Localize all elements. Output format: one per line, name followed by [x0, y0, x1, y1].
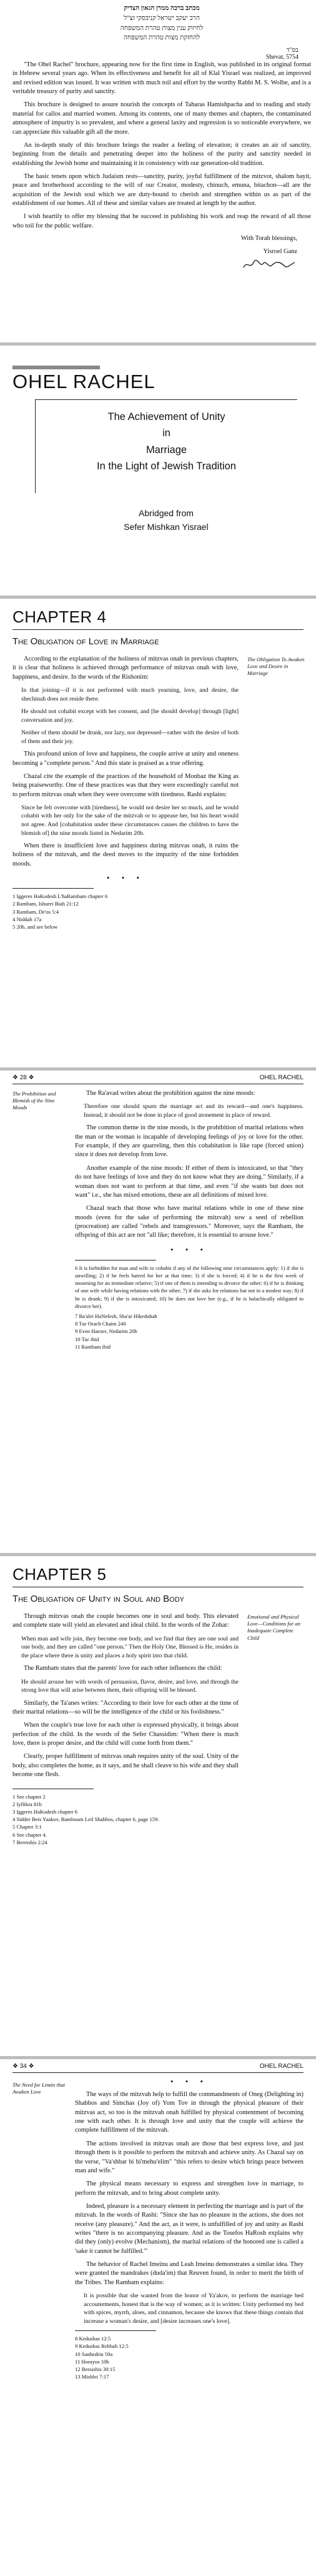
footnote: 3 Iggeres HaKodesh chapter 6 [12, 1808, 78, 1815]
footnote: 6 It is forbidden for man and wife to cohabit if any of the following nine circumstances apply: 1) if she is unwilling; 2) if he feels hatred for her at that time; 3) if she is forced; 4) if he is the first week of mourning for an immediate relative; 5) if one of them is intending to divorce the other; 6) if he is thinking of one wife while having relations with the other; 7) if she asks for relations but not in a modest way; 8) if he is drunk; 9) if she is intoxicated; 10) he does not love her (e.g., if he is halachically obligated to divorce her). [75, 1264, 304, 1309]
margin-note: The Prohibition and Blemish of the Nine Moods [12, 1091, 56, 1111]
body-paragraph: Chazal cite the example of the practices of the household of Monbaz the King as being praiseworthy. One of these practices was that they were exceedingly careful not to perform mitzvas onah when they were overcome with tiredness. Rashi explains: [12, 772, 239, 798]
subtitle-line: in [162, 427, 170, 439]
footnote: 2 Iyllikra 81b [12, 1800, 42, 1807]
body-paragraph: The actions involved in mitzvas onah are those that best express love, and just through them is it possible to perform the mitzvah and achieve unity. As Chazal say on the verse, "Va'shbar bi bi'mehu'elim" "this refers to desire which brings peace between man and wife." [75, 2140, 304, 2174]
bsd-mark: בס"ד [286, 47, 299, 54]
chapter4-page [0, 599, 316, 1067]
page-28 [0, 1071, 316, 1553]
foreword-paragraph: The basic tenets upon which Judaism rests—sanctity, purity, joyful fulfillment of the mitzvot, shalom bayit, peace and brotherhood according to the will of our Creator, modesty, chinuch, emuna, bitachon—all are the acquisition of the Jewish soul which we are duty-bound to cherish and strengthen within us as part of the establishment of our homes. All of these and similar values are treated at length by the author. [12, 172, 311, 207]
chapter-title: CHAPTER 4 [12, 607, 107, 626]
subtitle-line: The Achievement of Unity [107, 411, 225, 422]
subtitle-line: Marriage [146, 444, 187, 456]
quote: In that joining—if it is not performed with much yearning, love, and desire, the shechinah does not reside there. [21, 687, 239, 702]
footnote: 8 Kedushas 12:5 [75, 2335, 111, 2342]
quote: It is possible that she wanted from the honor of Ya'akov, to perform the marriage bed accouterments, honest that is the way of women; as it is written: Unity performed my bed with spices, myrrh, aloes, and cinnamon, because she knows that these things contain that increase a woman's desire, and [desire increases one's love]. [84, 2292, 304, 2325]
body-paragraph: Another example of the nine moods: If either of them is intoxicated, so that "they do not have feelings of love and they do not know what they are doing." Similarly, if a woman does not want to perform at that time, and even "if she wants but does not want" i.e., she has mixed emotions, these are all definitions of mixed love. [75, 1164, 304, 1199]
page-number: ❖ 28 ❖ [12, 1074, 34, 1081]
body-paragraph: Chazal teach that those who have marital relations while in one of these nine moods (even for the sake of performing the mitzvah) sow a seed of rebellion (procreation) are called "rebels and transgressors." Moreover, says the Rambam, the offspring of this act are not "all like; therefore, it is essential to arouse love." [75, 1205, 304, 1239]
section-dots: • • • [170, 1244, 209, 1254]
footnote: 4 Niddah 17a [12, 916, 42, 922]
footnote: 5 Chapter 3:1 [12, 1824, 42, 1830]
body-paragraph: The ways of the mitzvah help to fulfill the commandments of Oneg (Delighting in) Shabbos and Simchas (Joy of) Yom Tov in through the physical pleasure of their mitzvas act, so too is the mitzvah onah fulfilled by physical contentment of becoming one with each other. It is through love and unity that the couple will achieve the complete fulfillment of the mitzvah. [75, 2091, 304, 2134]
body-paragraph: Clearly, proper fulfillment of mitzvas onah requires unity of the soul. Unity of the body, also completes the home, as it says, and he shall cleave to his wife and they shall become one flesh. [12, 1753, 239, 1779]
footnote: 7 Ba'alei HaNefesh, Sha'ar Hikeduhah [75, 1312, 157, 1319]
page-number: ❖ 34 ❖ [12, 2063, 34, 2070]
footnote: 8 Tur Orach Chaim 240 [75, 1320, 126, 1327]
title-page [0, 346, 316, 596]
body-paragraph: The physical means necessary to express and strengthen love in marriage, to perform the mitzvah, and to bring about complete unity. [75, 2180, 304, 2197]
footnote: 5 20b, and see below [12, 923, 58, 930]
chapter5-page [0, 1556, 316, 2056]
quote: Therefore one should spurn the marriage act and its reward—and one's happiness. Instead, it should not be done in place of good atonement in place of reward. [84, 1103, 304, 1119]
margin-note: The Need for Limits that Awaken Love [12, 2082, 66, 2095]
abridged-label: Abridged from [139, 508, 194, 518]
hebrew-line: לחיזוק ענין מצות טהרת המשפחה [120, 24, 204, 32]
body-paragraph: When the couple's true love for each other is expressed physically, it brings about perfection of the child. In the words of the Sefer Chassidim: "When there is much love, there is proper desire, and the child will come forth from them." [12, 1722, 239, 1747]
hebrew-line: מכתב ברכה ממרן הגאון הצדיק [124, 5, 200, 12]
footnote: 4 Sidder Beis Yaakov, Bamboum Leil Shabbos, chapter 6, page 159. [12, 1816, 159, 1823]
footnote: 3 Rambam, De'os 5:4 [12, 908, 59, 915]
body-paragraph: The Ra'avad writes about the prohibition against the nine moods: [86, 1090, 255, 1097]
subtitle-line: In the Light of Jewish Tradition [97, 461, 236, 472]
page-number-value: 34 [19, 2063, 27, 2070]
foreword-paragraph: An in-depth study of this brochure brings the reader a feeling of elevation; it creates an air of sanctity, beginning from the details and penetrating deeper into the holiness of the purity and sanctity needed in establishing the Jewish home and maintaining it in consistency with our generation-old tradition. [12, 141, 311, 167]
foreword-page [0, 0, 316, 342]
body-paragraph: When there is insufficient love and happiness during mitzvas onah, it ruins the holiness of the mitzvah, and the deed moves to the impurity of the nine forbidden moods. [12, 842, 239, 867]
footnote: 9 Kedushas Rebbah 12:5 [75, 2343, 129, 2350]
chapter-title: CHAPTER 5 [12, 1565, 107, 1584]
body-paragraph: Similarly, the Ta'anes writes: "According to their love for each other at the time of their marital relations—so will be the intelligence of the child or his foolishness." [12, 1699, 239, 1716]
footnote: 1 Iggeres HaKodesh L'haRambam chapter 6 [12, 893, 108, 900]
footnote: 9 Even Haezer, Nedarim 20b [75, 1328, 137, 1335]
footnote: 2 Rambam, Isburei Biah 21:12 [12, 901, 79, 907]
quote: Neither of them should be drunk, nor lazy, nor depressed—rather with the desire of both of them and their joy. [21, 729, 239, 745]
footnote: 11 Rambam ibid [75, 1343, 111, 1350]
closing-line: With Torah blessings, [240, 235, 297, 242]
body-paragraph: The common theme in the nine moods, is the prohibition of marital relations when the man or the woman is incapable of developing feelings of joy or love for the other. For example, if they are quarreling, then this cohabitation is like rape (forced union) since it does not develop from love. [75, 1124, 304, 1159]
chapter-subtitle: The Obligation of Love in Marriage [12, 636, 159, 647]
footnote: 1 See chapter 2 [12, 1793, 46, 1800]
quote: He should not cohabit except with her consent, and [he should develop] through [light] conversation and joy. [21, 708, 239, 724]
quote: Since he felt overcome with [tiredness], he would not desire her so much, and he would cohabit with her only for the sake of the mitzvah or to appease her, but his heart would not agree. And [cohabitation under these circumstances causes the children to have the blemish of] the nine moods listed in Nedarim 20b. [21, 804, 239, 837]
body-paragraph: The Rambam states that the parents' love for each other influences the child: [24, 1665, 222, 1672]
letter-date: Shevat, 5754 [265, 54, 299, 61]
footnote: 7 Bereishis 2:24 [12, 1839, 47, 1845]
signer-name: Yisroel Ganz [263, 248, 297, 256]
section-dots: • • • [106, 873, 145, 883]
footnote: 6 See chapter 4. [12, 1831, 47, 1838]
body-paragraph: According to the explanation of the holiness of mitzvas onah in previous chapters, it is clear that holiness is achieved through performance of mitzvas onah with love, happiness, and desire. In the words of the Rishonim: [12, 656, 239, 681]
body-paragraph: This profound union of love and happiness, the couple arrive at unity and oneness becoming a "complete person." And this state is praised as a true offering. [12, 751, 239, 767]
footnote: 12 Beraishis 30:15 [75, 2366, 116, 2373]
page-34 [0, 2059, 316, 2576]
body-paragraph: The behavior of Rachel Imeinu and Leah Imeinu demonstrates a similar idea. They were granted the mandrakes (duda'im) that Reuven found, in order to merit the birth of the Tribes. The Rambam explains: [75, 2261, 304, 2286]
book-title: OHEL RACHEL [12, 371, 156, 392]
body-paragraph: Through mitzvas onah the couple becomes one in soul and body. This elevated and complete state will yield an elevated and ideal child. In the words of the Zohar: [12, 1613, 239, 1629]
footnote: 10 Sanhedrin 59a [75, 2350, 113, 2357]
margin-note: Emotional and Physical Love—Conditions for an Inadequate Complete Child [247, 1614, 300, 1641]
footnote: 10 Tur ibid [75, 1335, 99, 1342]
footnote: 13 Mishlei 7:17 [75, 2374, 109, 2380]
source-book: Sefer Mishkan Yisrael [124, 521, 209, 532]
chapter-subtitle: The Obligation of Unity in Soul and Body [12, 1594, 184, 1604]
quote: He should arouse her with words of persuasion, flavor, desire, and love, and through the strong love that will arise between them, their offspring will be blessed. [21, 1678, 239, 1694]
body-paragraph: Indeed, pleasure is a necessary element in perfecting the marriage and is part of the mitzvah. In the words of Rashi: "Since she has no pleasure in the actions, she does not receive (any pleasure)." And the act, as it were, is unfulfilled of joy and unity as Rashi writes "there is no accompanying pleasure. And as the Tosefos HaRosh explains why did they (only) evolve (Mechanism), the marital relations of the honored one is called a 'sake it cannot be fulfilled.'" [75, 2202, 304, 2255]
subtitle-box [35, 399, 297, 493]
page-number-value: 28 [19, 1074, 27, 1081]
hebrew-header [12, 4, 311, 43]
hebrew-line: הרב יעקב ישראל קניבסקי זצ"ל [124, 14, 200, 22]
handwritten-signature [12, 257, 297, 273]
foreword-paragraph: This brochure is designed to assure nourish the concepts of Taharas Hamishpacha and to reading and study material for callos and married women. Among its contents, one of many themes and chapters, the contaminated atmosphere of impurity is so prevalent, and where a general laxity and regression is so noticeable everywhere, we can appreciate this valuable gift all the more. [12, 101, 311, 136]
running-header: OHEL RACHEL [259, 1074, 304, 1081]
hebrew-line: להחזקת מצות טהרת המשפחה [123, 34, 200, 42]
quote: When man and wife join, they become one body, and we find that they are one soul and one body, and they are called "one person." Then the Holy One, Blessed is He, resides in the place where there is unity and places a holy spirit into that child. [21, 1635, 239, 1659]
footnote: 11 Horayos 10b [75, 2358, 109, 2365]
margin-note: The Obligation To Awaken Love and Desire in Marriage [247, 656, 305, 677]
title-rule [12, 366, 100, 369]
foreword-paragraph: "The Ohel Rachel" brochure, appearing now for the first time in English, was published in its original format in Hebrew several years ago. When its effectiveness and benefit for all of Klal Yisrael was realized, an improved and revised edition was issued. It was written with much toil and effort by the worthy Rabbi M. S. Wolbe, and is a veritable treasury of purity and sanctity. [12, 61, 311, 96]
running-header: OHEL RACHEL [259, 2063, 304, 2070]
foreword-paragraph: I wish heartily to offer my blessing that he succeed in publishing his work and reap the reward of all those who toil for the public welfare. [12, 213, 311, 229]
section-dots: • • • [170, 2077, 209, 2086]
